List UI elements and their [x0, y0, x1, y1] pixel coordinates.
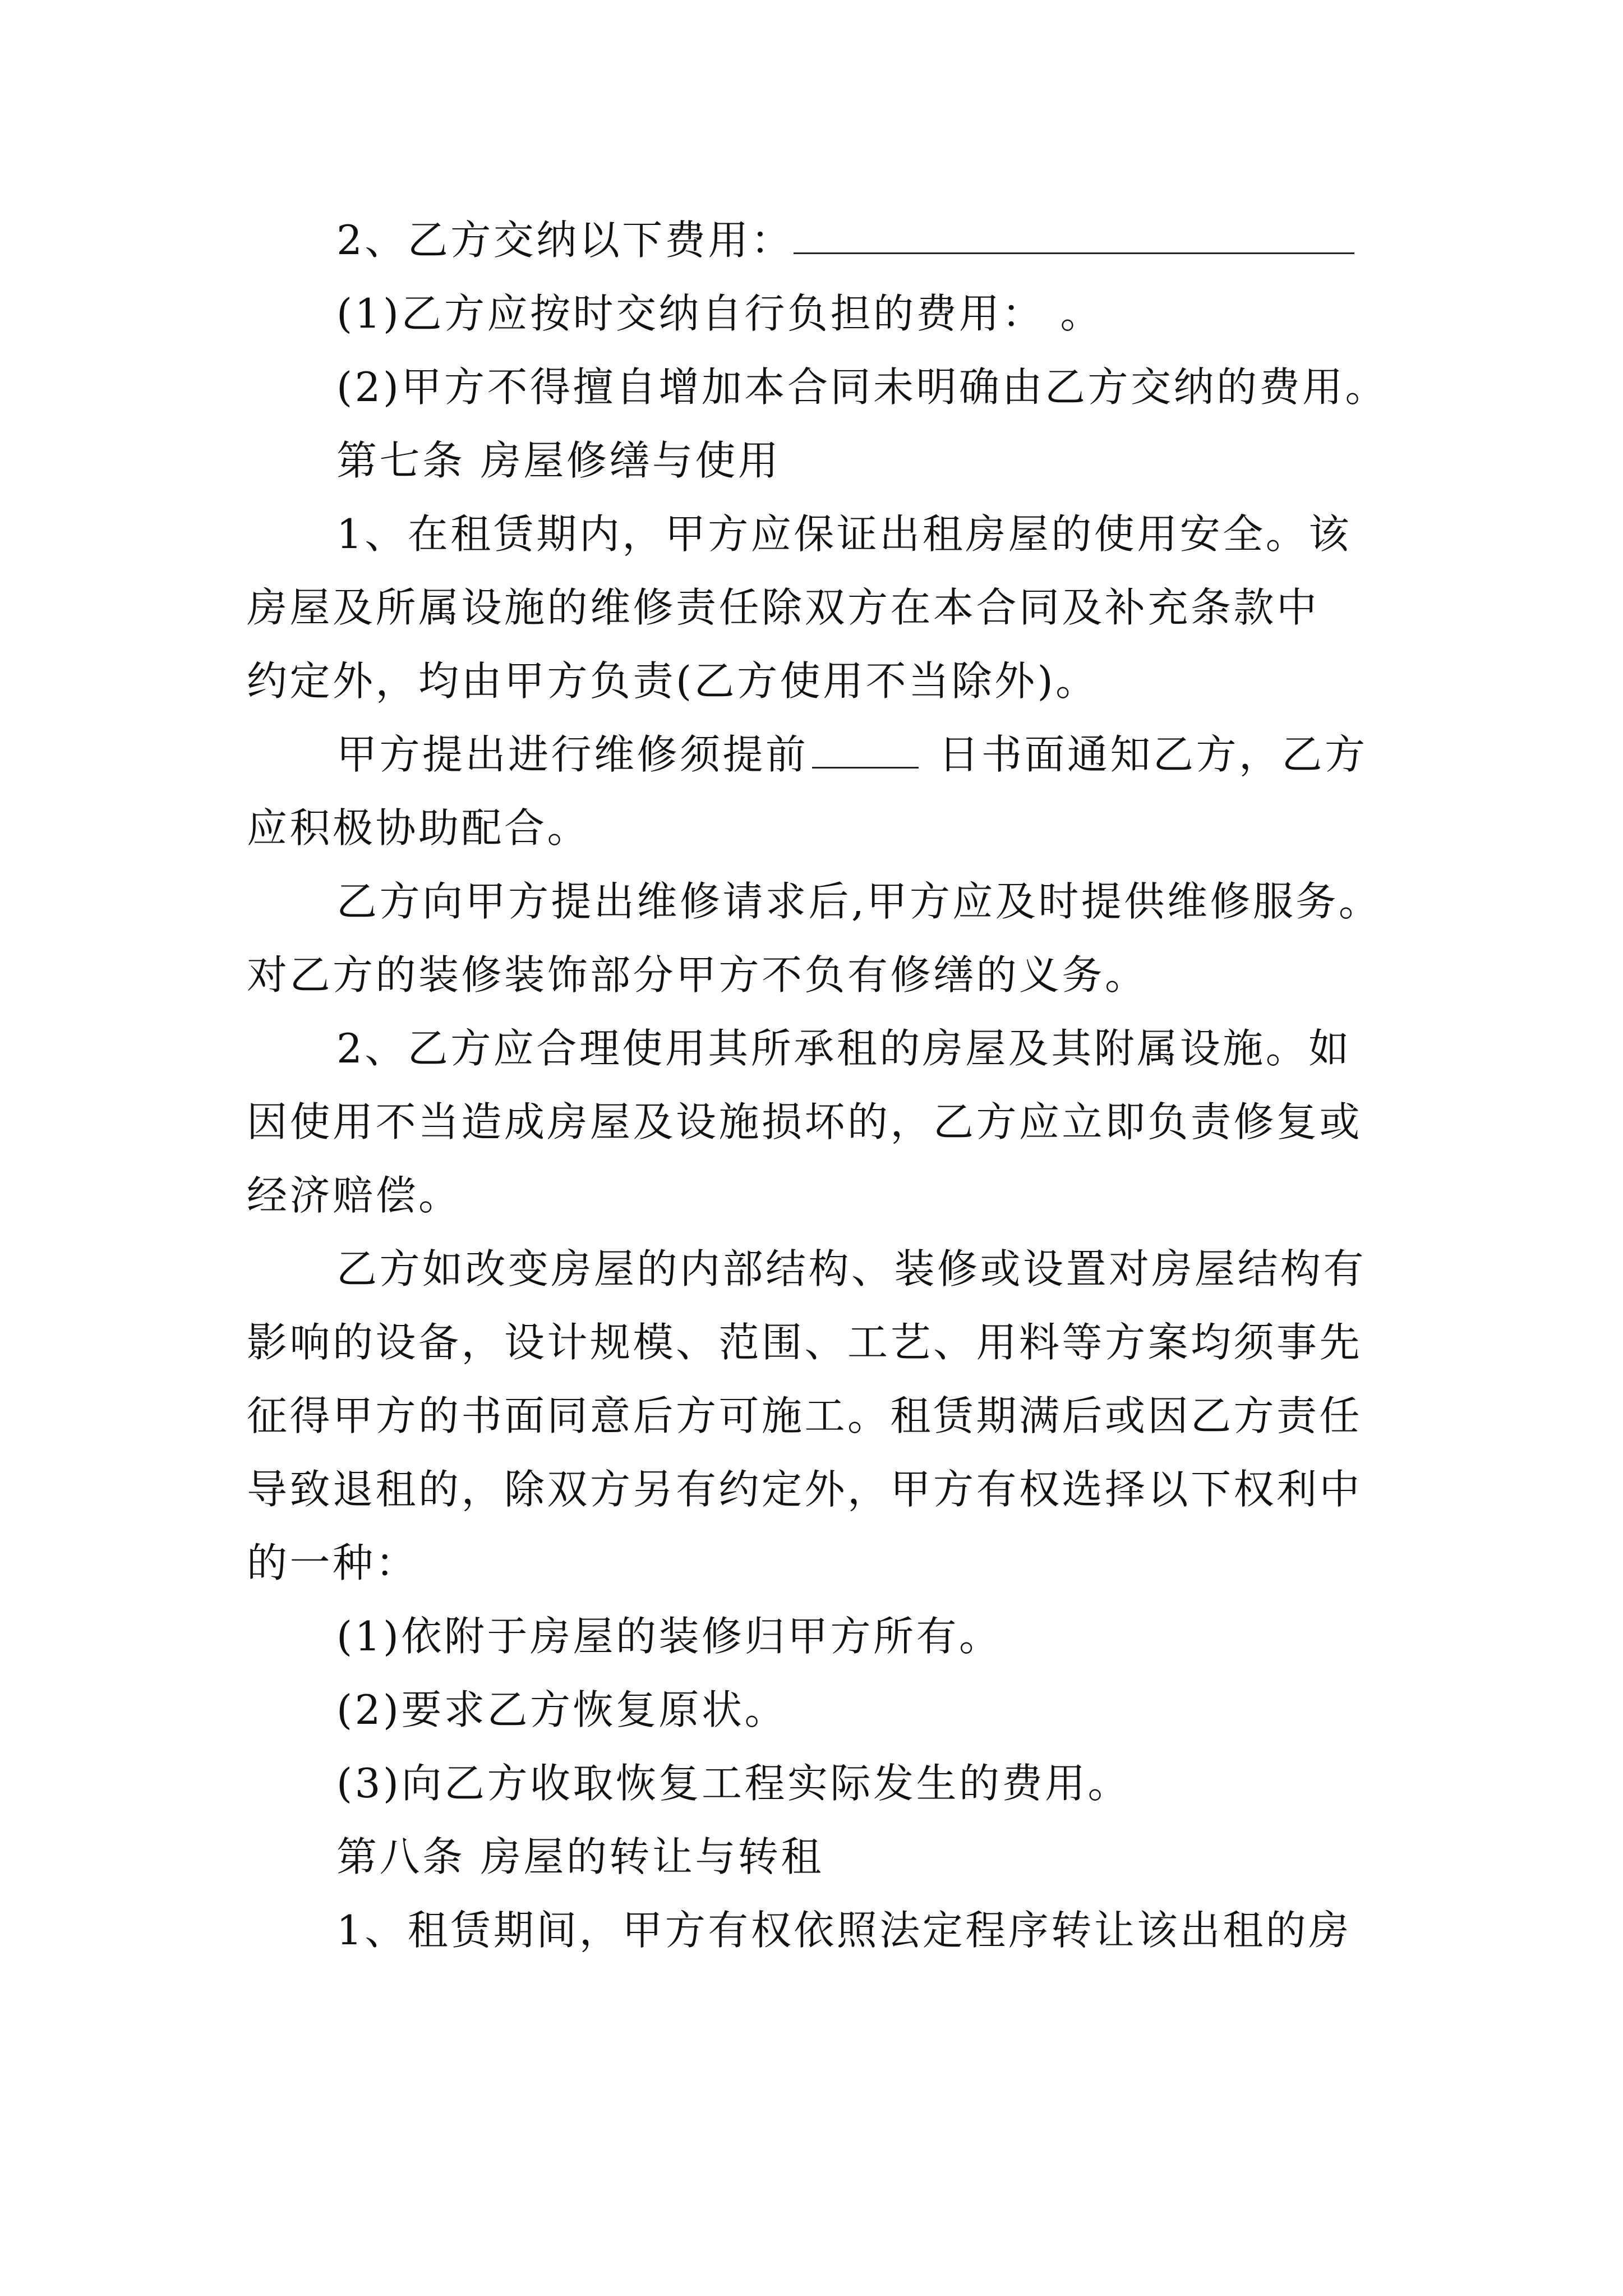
repair-notice-line: [336, 729, 1368, 780]
fee-item-1: (1)乙方应按时交纳自行负担的费用： 。: [336, 290, 1103, 337]
fee-blank-line: [794, 217, 1354, 254]
paragraph-line: 乙方向甲方提出维修请求后,甲方应及时提供维修服务。: [336, 878, 1382, 925]
paragraph-line: 乙方如改变房屋的内部结构、装修或设置对房屋结构有: [336, 1245, 1367, 1292]
article-7-title: 第七条 房屋修缮与使用: [336, 437, 781, 484]
repair-notice-text: 甲方提出进行维修须提前: [336, 731, 809, 778]
fee-clause-text: 2、乙方交纳以下费用：: [336, 217, 794, 264]
paragraph-line: 约定外，均由甲方负责(乙方使用不当除外)。: [247, 657, 1099, 705]
notice-days-blank: [812, 731, 919, 769]
paragraph-line: 1、租赁期间，甲方有权依照法定程序转让该出租的房: [336, 1907, 1352, 1954]
option-item-3: (3)向乙方收取恢复工程实际发生的费用。: [336, 1760, 1131, 1807]
paragraph-line: 因使用不当造成房屋及设施损坏的，乙方应立即负责修复或: [247, 1098, 1363, 1145]
paragraph-line: 经济赔偿。: [247, 1172, 462, 1219]
paragraph-line: 2、乙方应合理使用其所承租的房屋及其附属设施。如: [336, 1025, 1352, 1072]
fee-clause-heading: [336, 215, 1354, 265]
paragraph-line: 导致退租的，除双方另有约定外，甲方有权选择以下权利中: [247, 1466, 1363, 1513]
paragraph-line: 的一种：: [247, 1539, 419, 1586]
repair-notice-text-2: 日书面通知乙方，乙方: [938, 731, 1368, 778]
fee-item-2: (2)甲方不得擅自增加本合同未明确由乙方交纳的费用。: [336, 364, 1388, 411]
paragraph-line: 房屋及所属设施的维修责任除双方在本合同及补充条款中: [247, 584, 1320, 631]
paragraph-line: 对乙方的装修装饰部分甲方不负有修缮的义务。: [247, 951, 1148, 999]
paragraph-line: 1、在租赁期内，甲方应保证出租房屋的使用安全。该: [336, 510, 1352, 558]
paragraph-line: 影响的设备，设计规模、范围、工艺、用料等方案均须事先: [247, 1319, 1363, 1366]
article-8-title: 第八条 房屋的转让与转租: [336, 1833, 824, 1880]
paragraph-line: 征得甲方的书面同意后方可施工。租赁期满后或因乙方责任: [247, 1392, 1363, 1439]
option-item-1: (1)依附于房屋的装修归甲方所有。: [336, 1613, 1002, 1660]
paragraph-line: 应积极协助配合。: [247, 804, 591, 852]
option-item-2: (2)要求乙方恢复原状。: [336, 1686, 787, 1733]
